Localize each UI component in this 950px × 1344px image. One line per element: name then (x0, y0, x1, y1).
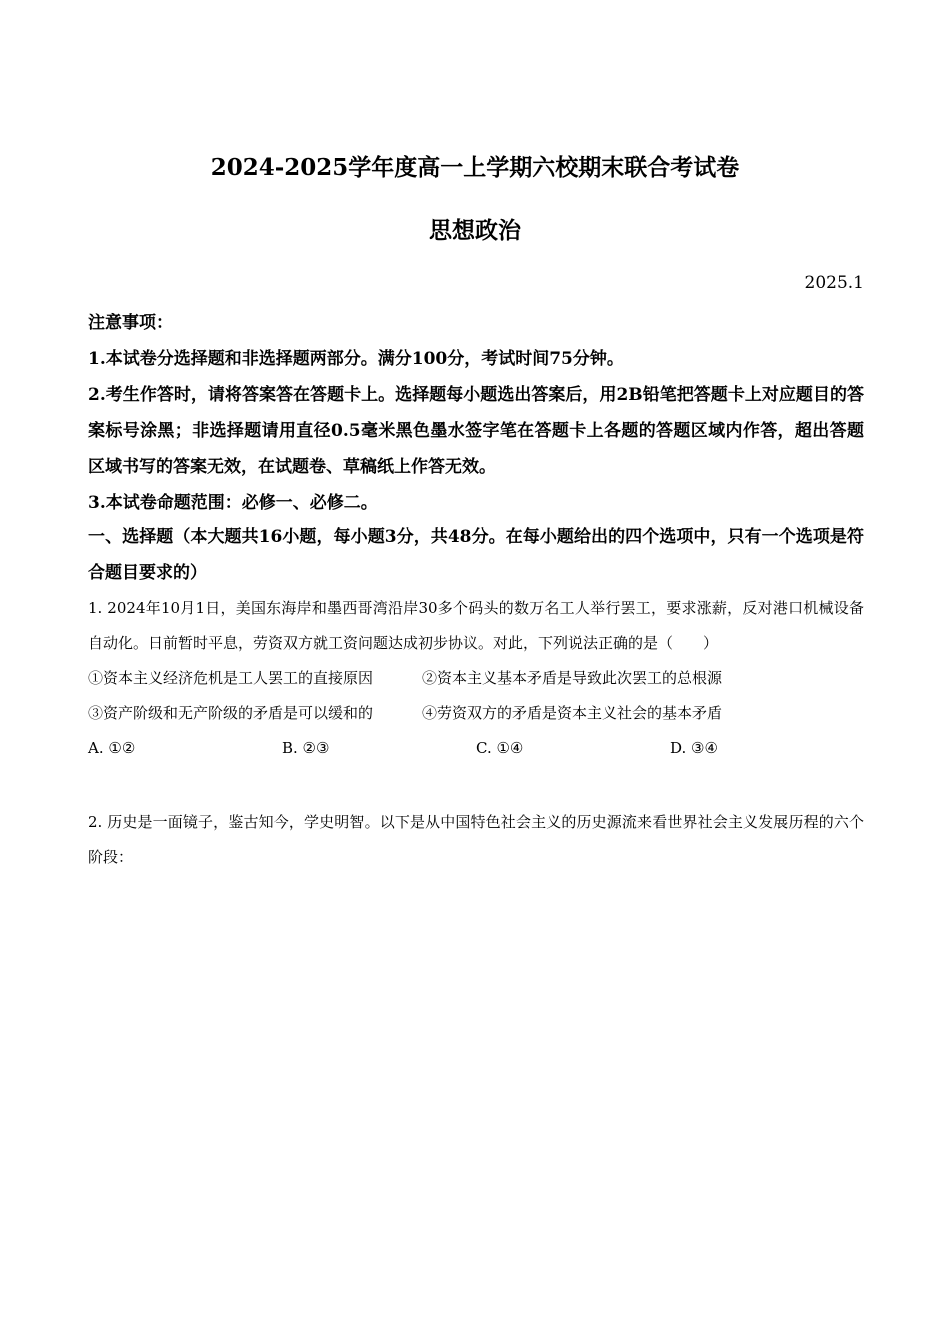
option-d: D. ③④ (670, 739, 718, 757)
statement-4: ④劳资双方的矛盾是资本主义社会的基本矛盾 (422, 704, 723, 722)
exam-date: 2025.1 (804, 273, 864, 293)
option-c: C. ①④ (476, 739, 524, 757)
notice-heading: 注意事项： (88, 313, 173, 333)
question-2-stem: 2. 历史是一面镜子，鉴古知今，学史明智。以下是从中国特色社会主义的历史源流来看世界社会主义发展历程的六个阶段： (88, 813, 864, 866)
statement-1: ①资本主义经济危机是工人罢工的直接原因 (88, 669, 374, 687)
statement-2: ②资本主义基本矛盾是导致此次罢工的总根源 (422, 669, 723, 687)
question-1 (88, 591, 864, 766)
question-1-statements-row-1 (88, 661, 864, 696)
section-heading: 一、选择题（本大题共16小题，每小题3分，共48分。在每小题给出的四个选项中，只有一个选项是符合题目要求的） (88, 527, 864, 583)
statement-3: ③资产阶级和无产阶级的矛盾是可以缓和的 (88, 704, 374, 722)
question-1-stem: 1. 2024年10月1日，美国东海岸和墨西哥湾沿岸30多个码头的数万名工人举行罢工，要求涨薪，反对港口机械设备自动化。日前暂时平息，劳资双方就工资问题达成初步协议。对此，下列说法正确的是（ ） (88, 599, 864, 652)
option-b: B. ②③ (282, 739, 330, 757)
question-1-statements-row-2 (88, 696, 864, 731)
question-2 (88, 805, 864, 875)
notice-block (88, 305, 864, 521)
notice-item-1: 1.本试卷分选择题和非选择题两部分。满分100分，考试时间75分钟。 (88, 349, 624, 369)
notice-item-2: 2.考生作答时，请将答案答在答题卡上。选择题每小题选出答案后，用2B铅笔把答题卡上对应题目的答案标号涂黑；非选择题请用直径0.5毫米黑色墨水签字笔在答题卡上各题的答题区域内作答，超出答题区域书写的答案无效，在试题卷、草稿纸上作答无效。 (88, 385, 864, 477)
question-1-options (88, 731, 864, 766)
exam-title: 2024-2025学年度高一上学期六校期末联合考试卷 (210, 154, 740, 181)
option-a: A. ①② (88, 739, 136, 757)
exam-subject: 思想政治 (429, 217, 521, 244)
notice-item-3: 3.本试卷命题范围：必修一、必修二。 (88, 493, 378, 513)
